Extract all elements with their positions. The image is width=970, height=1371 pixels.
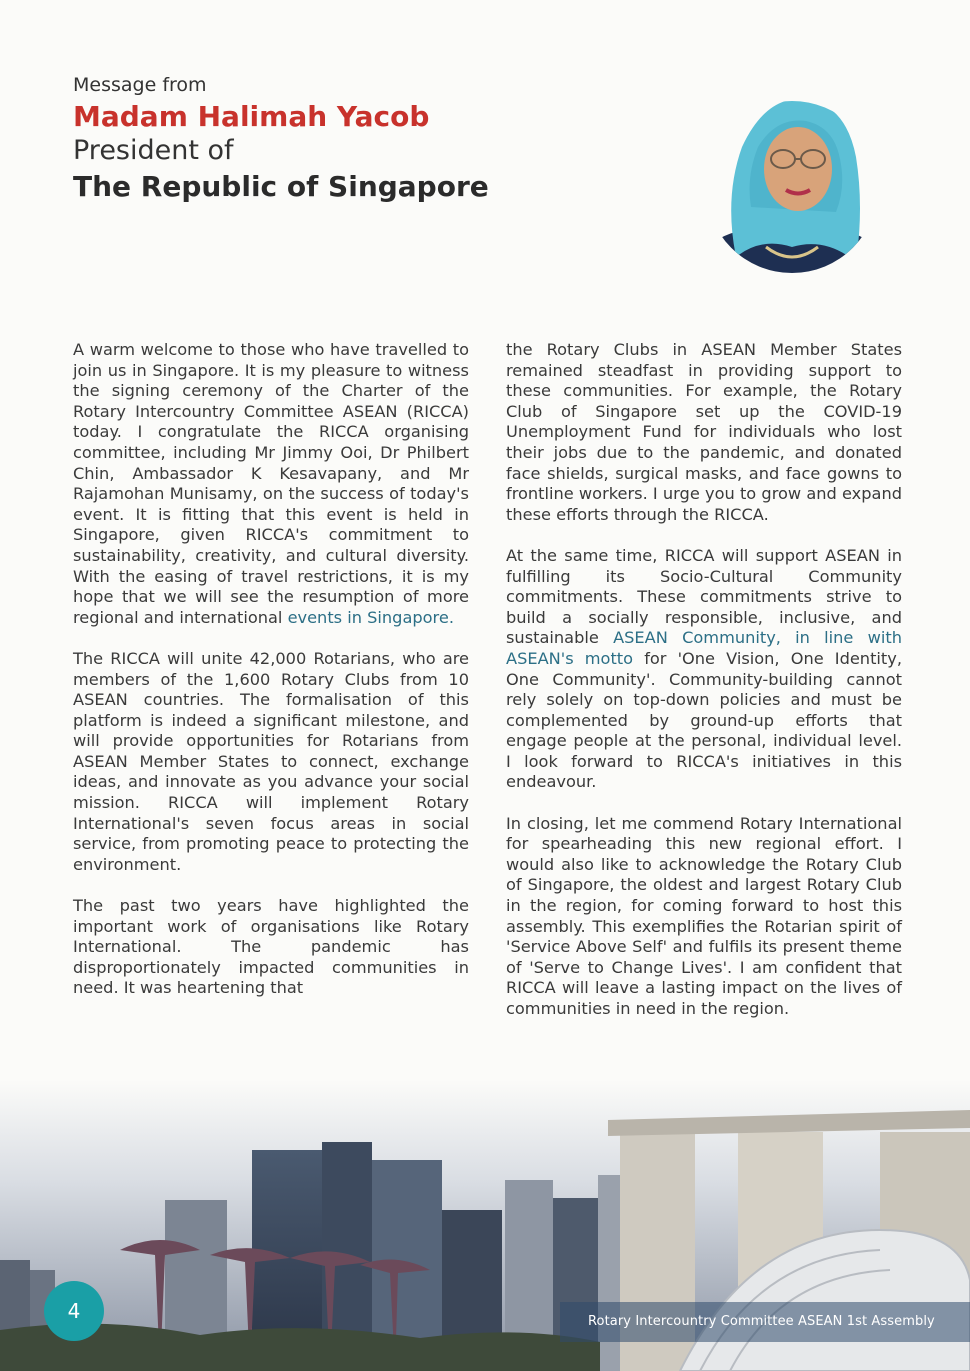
socio-cultural-text: At the same time, RICCA will support ASEAN in fulfilling its Socio-Cultural Community commitments. These commitments strive to build a socially responsible, inclusive, and sustainable bbox=[506, 545, 902, 648]
community-building-text: for 'One Vision, One Identity, One Community'. Community-building cannot rely solely on top-down policies and must be complemented by ground-up efforts that engage people at the personal, individual level. I look forward to RICCA's initiatives in this endeavour. bbox=[506, 648, 902, 792]
message-header bbox=[73, 74, 489, 203]
paragraph-rotary-clubs: the Rotary Clubs in ASEAN Member States remained steadfast in providing support to these communities. For example, the Rotary Club of Singapore set up the COVID-19 Unemployment Fund for individuals who lost their jobs due to the pandemic, and donated face shields, surgical masks, and face gowns to frontline workers. I urge you to grow and expand these efforts through the RICCA. bbox=[506, 340, 902, 524]
welcome-text: A warm welcome to those who have travelled to join us in Singapore. It is my pleasure to witness the signing ceremony of the Charter of the Rotary Intercountry Committee ASEAN (RICCA) today. I congratulate the RICCA organising committee, including Mr Jimmy Ooi, Dr Philbert Chin, Ambassador K Kesavapany, and Mr Rajamohan Munisamy, on the success of today's event. It is fitting that this event is held in Singapore, given RICCA's commitment to sustainability, creativity, and cultural diversity. With the easing of travel restrictions, it is my hope that we will see the resumption of more regional and international bbox=[73, 340, 469, 627]
message-from-label: Message from bbox=[73, 74, 207, 96]
paragraph-same-time bbox=[506, 546, 902, 793]
paragraph-welcome bbox=[73, 340, 469, 628]
footer-assembly-title: Rotary Intercountry Committee ASEAN 1st Assembly bbox=[588, 1314, 935, 1329]
speaker-name: Madam Halimah Yacob bbox=[73, 100, 430, 133]
asean-motto-text: ASEAN Community, in line with ASEAN's motto bbox=[506, 628, 902, 668]
left-column bbox=[73, 340, 469, 1020]
speaker-country: The Republic of Singapore bbox=[73, 170, 489, 203]
events-in-singapore-text: events in Singapore. bbox=[287, 607, 454, 627]
paragraph-ricca-unite: The RICCA will unite 42,000 Rotarians, who are members of the 1,600 Rotary Clubs from 10 ASEAN countries. The formalisation of this platform is indeed a significant milestone, and will provide opportunities for Rotarians from ASEAN Member States to connect, exchange ideas, and innovate as you advance your social mission. RICCA will implement Rotary International's seven focus areas in social service, from promoting peace to protecting the environment. bbox=[73, 648, 469, 874]
paragraph-closing: In closing, let me commend Rotary International for spearheading this new regional effort. I would also like to acknowledge the Rotary Club of Singapore, the oldest and largest Rotary Club in the region, for coming forward to host this assembly. This exemplifies the Rotarian spirit of 'Service Above Self' and fulfils its present theme of 'Serve to Change Lives'. I am confident that RICCA will leave a lasting impact on the lives of communities in need in the region. bbox=[506, 813, 902, 1018]
speaker-role: President of bbox=[73, 135, 234, 166]
president-portrait bbox=[706, 87, 878, 287]
right-column bbox=[506, 340, 902, 1040]
paragraph-past-two-years: The past two years have highlighted the important work of organisations like Rotary International. The pandemic has disproportionately impacted communities in need. It was heartening that bbox=[73, 896, 469, 998]
page-number-badge: 4 bbox=[44, 1281, 104, 1341]
